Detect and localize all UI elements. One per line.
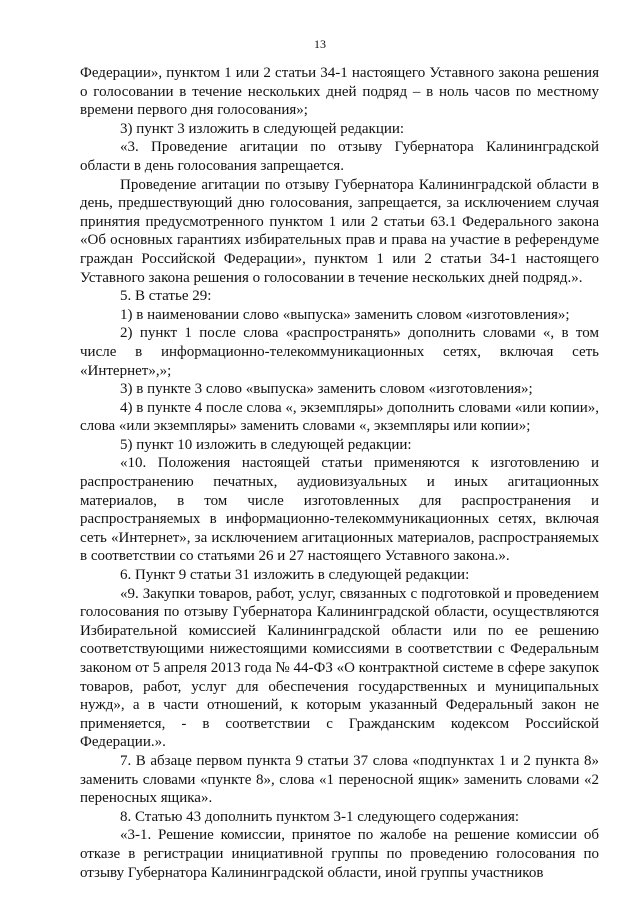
document-body bbox=[80, 64, 599, 882]
paragraph: «10. Положения настоящей статьи применяются к изготовлению и распространению печатных, аудиовизуальных и иных агитационных материалов, в том числе изготовленных для распространения и распространяемых в информационно-телекоммуникационных сетях, включая сеть «Интернет», за исключением агитационных материалов, распространяемых в соответствии со статьями 26 и 27 настоящего Уставного закона.». bbox=[80, 455, 599, 565]
paragraph: 5) пункт 10 изложить в следующей редакции: bbox=[120, 436, 412, 453]
paragraph: Федерации», пунктом 1 или 2 статьи 34-1 настоящего Уставного закона решения о голосовании в течение нескольких дней подряд – в ноль часов по местному времени первого дня голосования»; bbox=[80, 65, 599, 119]
page-number: 13 bbox=[314, 37, 326, 51]
paragraph: 2) пункт 1 после слова «распространять» дополнить словами «, в том числе в информационно-телекоммуникационных сетях, включая сеть «Интернет»,»; bbox=[80, 325, 599, 379]
paragraph: 7. В абзаце первом пункта 9 статьи 37 слова «подпунктах 1 и 2 пункта 8» заменить словами «пункте 8», слова «1 переносной ящик» заменить словами «2 переносных ящика». bbox=[80, 752, 599, 807]
paragraph: «3-1. Решение комиссии, принятое по жалобе на решение комиссии об отказе в регистрации инициативной группы по проведению голосования по отзыву Губернатора Калининградской области, иной группы участников bbox=[80, 827, 599, 881]
paragraph: 3) пункт 3 изложить в следующей редакции: bbox=[120, 120, 405, 137]
paragraph: «3. Проведение агитации по отзыву Губернатора Калининградской области в день голосования запрещается. bbox=[80, 139, 599, 174]
paragraph: «9. Закупки товаров, работ, услуг, связанных с подготовкой и проведением голосования по отзыву Губернатора Калининградской области, осуществляются Избирательной комиссией Калининградской области или по ее решению соответствующими нижестоящими комиссиями в соответствии с Федеральным законом от 5 апреля 2013 года № 44-ФЗ «О контрактной системе в сфере закупок товаров, работ, услуг для обеспечения государственных и муниципальных нужд», а в части отношений, к которым указанный Федеральный закон не применяется, - в соответствии с Гражданским кодексом Российской Федерации.». bbox=[80, 585, 599, 751]
paragraph: Проведение агитации по отзыву Губернатора Калининградской области в день, предшествующий дню голосования, запрещается, за исключением случая принятия предусмотренного пунктом 1 или 2 статьи 63.1 Федерального закона «Об основных гарантиях избирательных прав и права на участие в референдуме граждан Российской Федерации», пунктом 1 или 2 статьи 34-1 настоящего Уставного закона решения о голосовании в течение нескольких дней подряд.». bbox=[80, 176, 599, 286]
paragraph: 6. Пункт 9 статьи 31 изложить в следующей редакции: bbox=[120, 567, 470, 584]
paragraph: 5. В статье 29: bbox=[120, 288, 212, 305]
paragraph: 3) в пункте 3 слово «выпуска» заменить словом «изготовления»; bbox=[120, 381, 533, 398]
paragraph: 8. Статью 43 дополнить пунктом 3-1 следующего содержания: bbox=[120, 808, 520, 825]
paragraph: 1) в наименовании слово «выпуска» заменить словом «изготовления»; bbox=[120, 306, 570, 323]
paragraph: 4) в пункте 4 после слова «, экземпляры» дополнить словами «или копии», слова «или экземпляры» заменить словами «, экземпляры или копии»; bbox=[80, 399, 599, 435]
